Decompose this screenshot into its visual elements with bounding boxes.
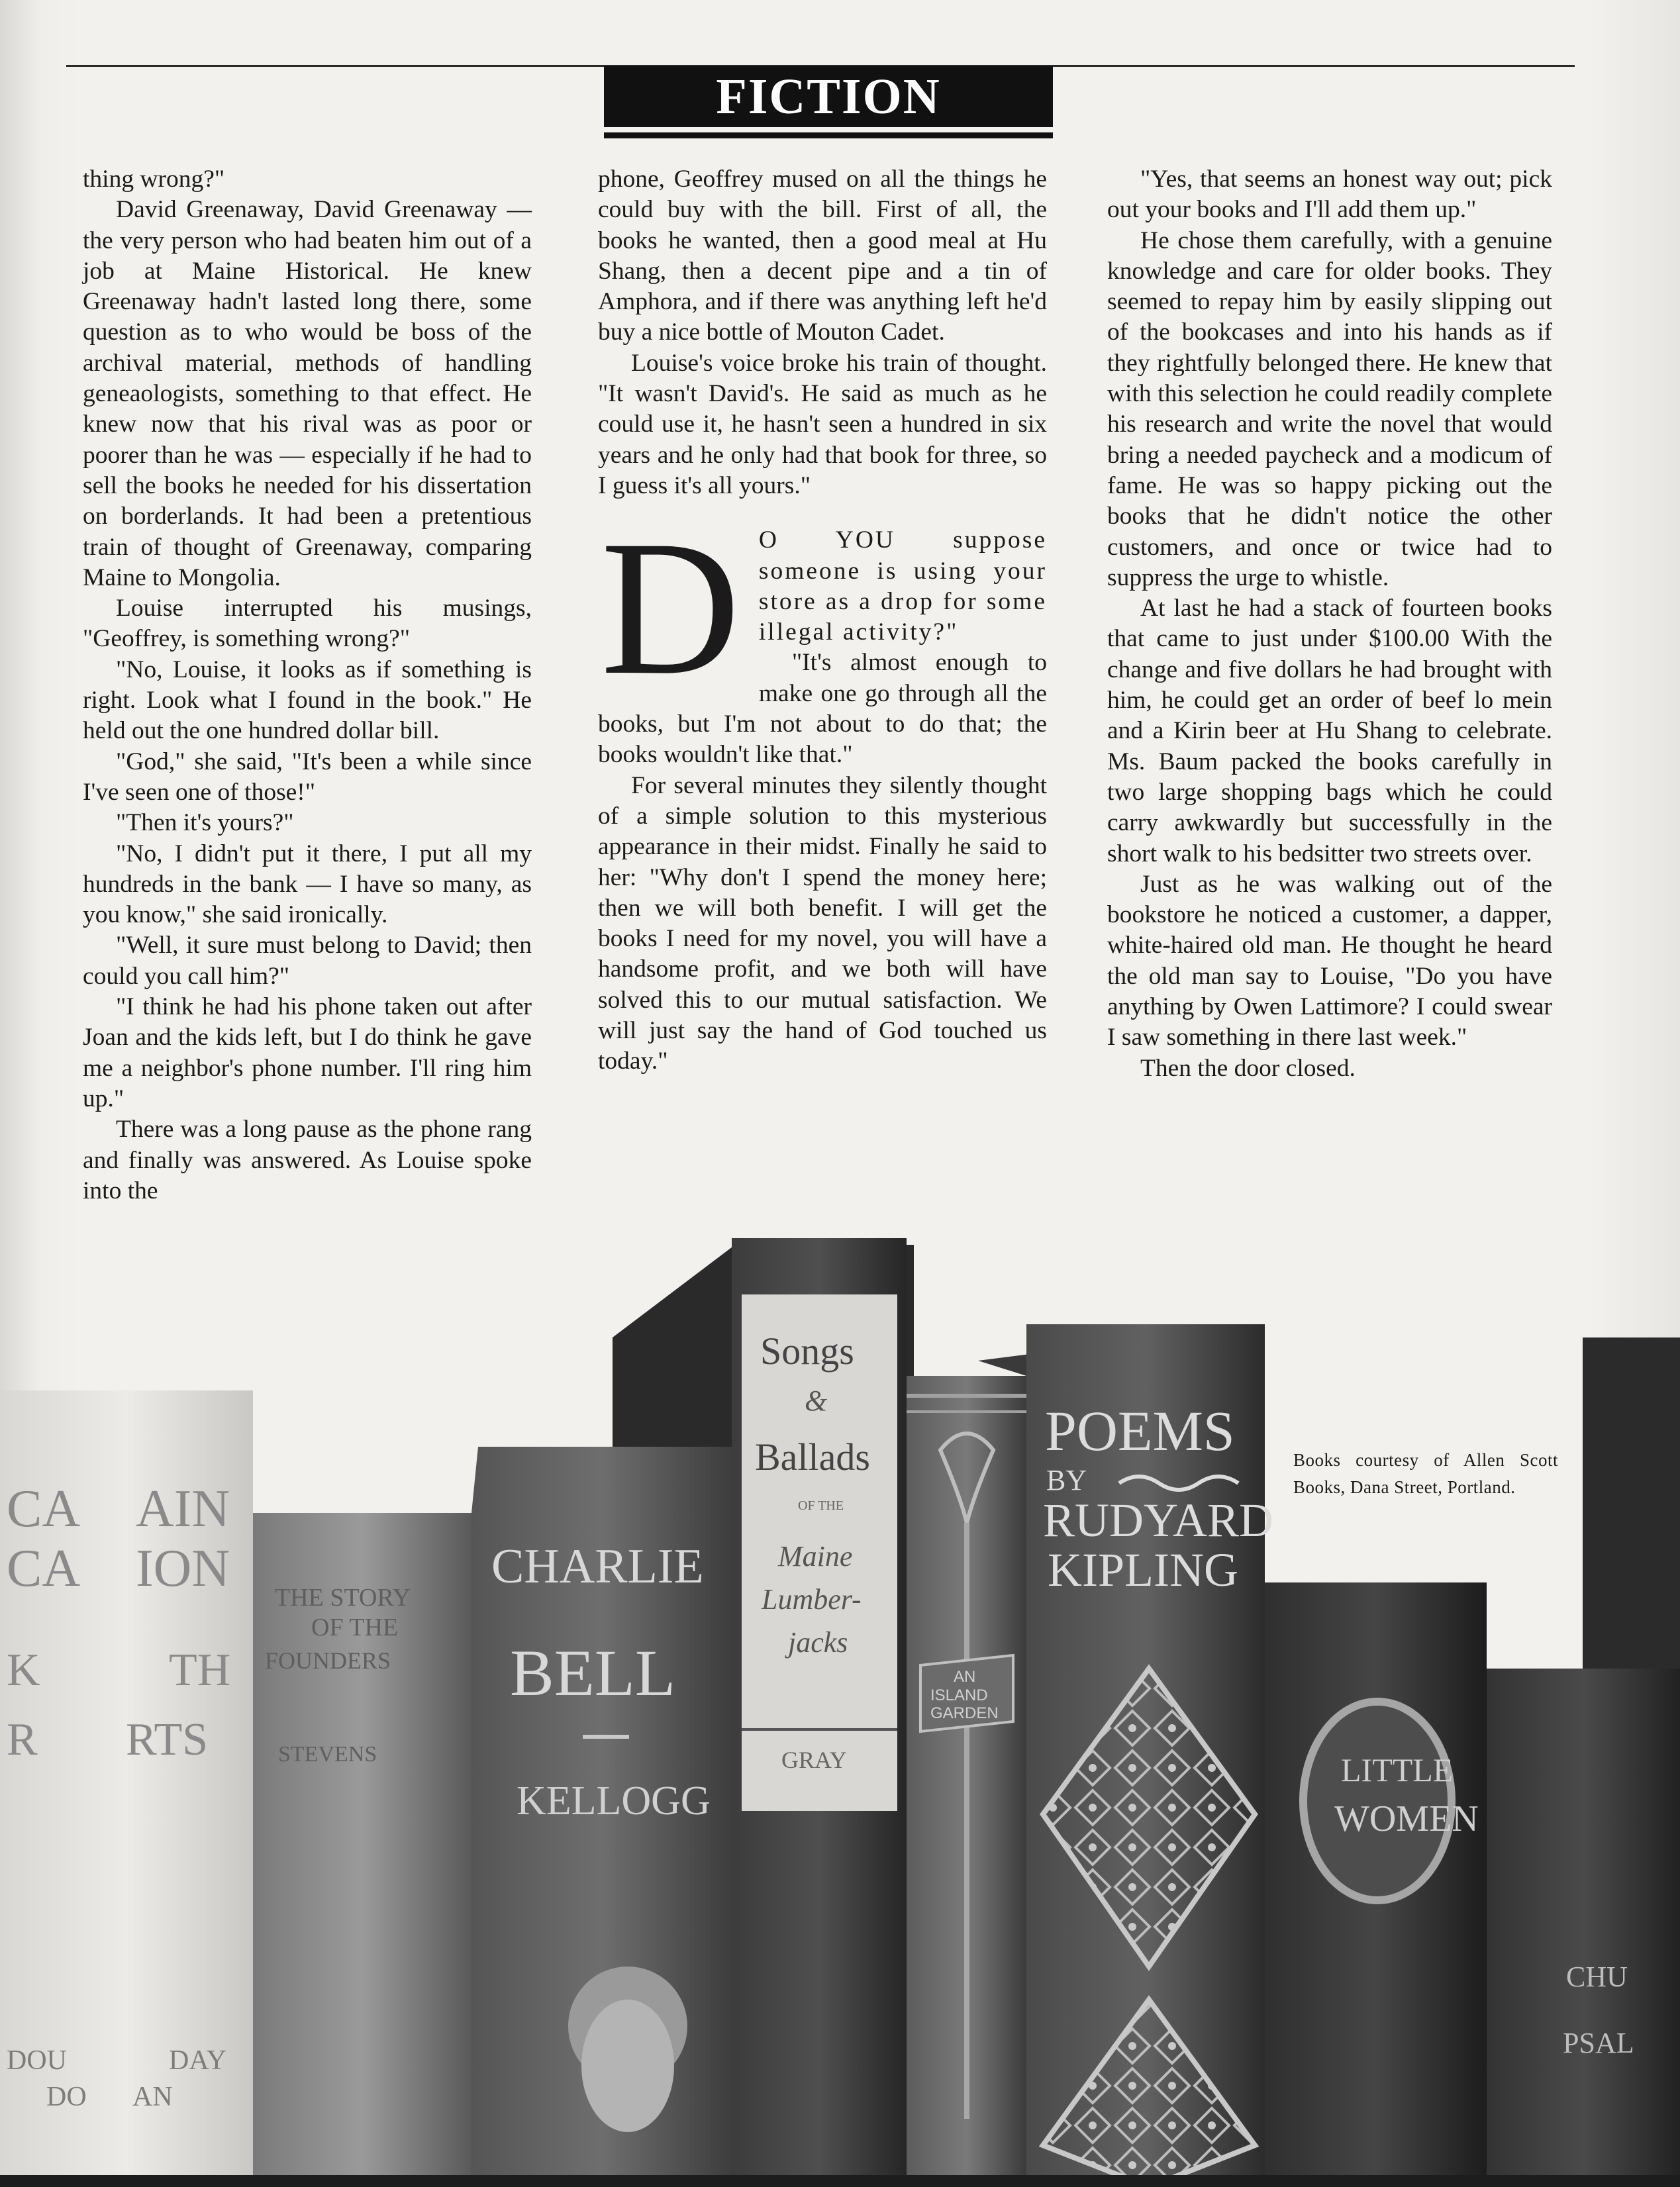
spine-1-text: CA	[7, 1480, 81, 1538]
section-title: FICTION	[604, 66, 1053, 127]
section-title-underline	[604, 132, 1053, 138]
spine-1-text: TH	[169, 1645, 231, 1696]
paragraph: There was a long pause as the phone rang and finally was answered. As Louise spoke into the	[83, 1116, 532, 1204]
paragraph: For several minutes they silently thought of a simple solution to this mysterious appearance in their midst. Finally he said to her: "Why don't I spend the money here; then we will both benefit. I will get the books I need for my novel, you will have a handsome profit, and we both will have solved this to our mutual satisfaction. We will just say the hand of God touched us today."	[598, 771, 1047, 1075]
paragraph: Then the door closed.	[1140, 1054, 1356, 1082]
spine-4-text: OF THE	[798, 1498, 844, 1513]
spine-4-text: Lumber-	[762, 1583, 862, 1616]
spine-1-text: AN	[132, 2082, 173, 2112]
spine-1-text: DOU	[7, 2045, 67, 2076]
spine-3-text: KELLOGG	[517, 1778, 711, 1823]
paragraph: thing wrong?"	[83, 166, 225, 193]
spine-4-text: GRAY	[781, 1747, 847, 1773]
paragraph: "I think he had his phone taken out after Joan and the kids left, but I do think he gave me a neighbor's phone number. I'll ring him up."	[83, 993, 532, 1112]
book-spine-1	[0, 1390, 253, 2187]
spine-1-text: ION	[136, 1539, 230, 1598]
spine-4-text: jacks	[788, 1626, 848, 1659]
spine-4-text: &	[805, 1385, 828, 1417]
paragraph: "Yes, that seems an honest way out; pick out your books and I'll add them up."	[1107, 166, 1552, 224]
paragraph: O YOU suppose someone is using your store as a drop for some illegal activity?"	[758, 526, 1047, 646]
book-spine-5	[907, 1376, 1026, 2187]
spine-7-text: LITTLE	[1341, 1751, 1454, 1788]
spine-6-text: POEMS	[1045, 1399, 1235, 1463]
spine-1-text: R	[7, 1714, 38, 1765]
spine-3-text: CHARLIE	[491, 1539, 704, 1594]
spine-6-text: BY	[1046, 1464, 1087, 1496]
spine-2-text: THE STORY	[275, 1584, 411, 1612]
paragraph: Louise's voice broke his train of thought. "It wasn't David's. He said as much as he could use it, he hasn't seen a hundred in six years and he only had that book for three, so I guess it's all yours."	[598, 349, 1047, 499]
spine-5-text: ISLAND	[930, 1686, 988, 1704]
spine-4-text: Maine	[778, 1540, 853, 1573]
spine-2-text: OF THE	[311, 1614, 399, 1641]
spine-4-text: Songs	[760, 1330, 854, 1373]
spine-3-text: BELL	[510, 1636, 675, 1710]
spine-4-text: Ballads	[755, 1435, 870, 1479]
paragraph: Louise interrupted his musings, "Geoffrey, is something wrong?"	[83, 595, 532, 653]
paragraph: "Then it's yours?"	[116, 809, 294, 837]
paragraph: At last he had a stack of fourteen books that came to just under $100.00 With the change and five dollars he had brought with him, he could get an order of beef lo mein and a Kirin beer at Hu Shang to celebrate. Ms. Baum packed the books carefully in two large shopping bags which he could carry awkwardly but successfully in the short walk to his bedsitter two streets over.	[1107, 595, 1552, 867]
paragraph: He chose them carefully, with a genuine knowledge and care for older books. They seemed to repay him by easily slipping out of the bookcases and into his hands as if they rightfully belonged there. He knew that with this selection he could readily complete his research and write the novel that would bring a needed paycheck and a modicum of fame. He was so happy picking out the books that he didn't notice the other customers, and once or twice had to suppress the urge to whistle.	[1107, 226, 1552, 591]
spine-1-text: K	[7, 1645, 40, 1696]
book-spine-4	[732, 1238, 907, 2187]
paragraph: phone, Geoffrey mused on all the things he could buy with the bill. First of all, the books he wanted, then a good meal at Hu Shang, then a decent pipe and a tin of Amphora, and if there was anything left he'd buy a nice bottle of Mouton Cadet.	[598, 166, 1047, 346]
text-column-3	[1107, 164, 1552, 1084]
paragraph: "God," she said, "It's been a while since I've seen one of those!"	[83, 748, 532, 806]
book-spine-7	[1265, 1582, 1487, 2187]
paragraph: "Well, it sure must belong to David; then could you call him?"	[83, 932, 532, 990]
paragraph: Just as he was walking out of the bookstore he noticed a customer, a dapper, white-haired old man. He thought he heard the old man say to Louise, "Do you have anything by Owen Lattimore? I could swear I saw something in there last week."	[1107, 870, 1552, 1051]
spine-8-text: CHU	[1566, 1961, 1628, 1993]
photo-caption: Books courtesy of Allen Scott Books, Dana Street, Portland.	[1293, 1450, 1558, 1497]
book-spine-3	[471, 1447, 732, 2187]
text-column-2	[598, 164, 1047, 1077]
paragraph: David Greenaway, David Greenaway — the very person who had beaten him out of a job at Maine Historical. He knew Greenaway hadn't lasted long there, some question as to who would be boss of the archival material, methods of handling geneaologists, something to that effect. He knew now that his rival was as poor or poorer than he was — especially if he had to sell the books he needed for his dissertation on borderlands. It had been a pretentious train of thought of Greenaway, comparing Maine to Mongolia.	[83, 196, 532, 591]
books-photo	[0, 1232, 1680, 2187]
paragraph: "No, I didn't put it there, I put all my hundreds in the bank — I have so many, as you know," she said ironically.	[83, 840, 532, 929]
spine-1-text: DAY	[169, 2045, 227, 2076]
spine-6-text: RUDYARD	[1043, 1494, 1274, 1547]
spine-1-text: RTS	[126, 1714, 209, 1765]
spine-1-text: CA	[7, 1539, 81, 1598]
spine-1-text: AIN	[136, 1480, 230, 1538]
spine-2-text: FOUNDERS	[265, 1647, 391, 1674]
spine-6-text: KIPLING	[1048, 1543, 1238, 1596]
text-column-1	[83, 164, 532, 1206]
paragraph: "No, Louise, it looks as if something is right. Look what I found in the book." He held out the one hundred dollar bill.	[83, 656, 532, 745]
paragraph: "It's almost enough to make one go through all the books, but I'm not about to do that; the books wouldn't like that."	[598, 649, 1047, 769]
spine-8-text: PSAL	[1563, 2027, 1634, 2059]
spine-2-text: STEVENS	[278, 1742, 377, 1767]
spine-5-text: GARDEN	[930, 1704, 999, 1722]
spine-5-text: AN	[954, 1668, 976, 1686]
book-spine-2	[253, 1513, 471, 2187]
spine-1-text: DO	[46, 2082, 87, 2112]
dropcap-letter: D	[601, 501, 740, 716]
spine-7-text: WOMEN	[1334, 1798, 1479, 1839]
